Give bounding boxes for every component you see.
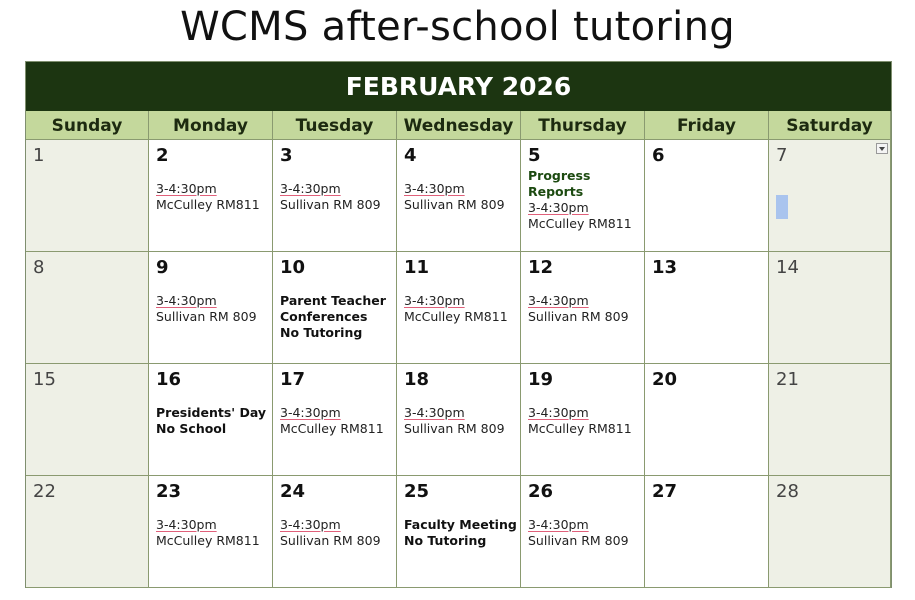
event-time-line — [156, 181, 270, 197]
event-location: Sullivan RM 809 — [528, 533, 629, 548]
day-number: 11 — [404, 257, 430, 278]
day-cell[interactable] — [521, 252, 645, 364]
day-number: 12 — [528, 257, 554, 278]
day-cell[interactable] — [273, 364, 397, 476]
event-time-line — [528, 517, 642, 533]
calendar-grid — [26, 140, 891, 588]
event-list — [280, 517, 394, 549]
day-cell[interactable] — [645, 476, 769, 588]
day-number: 18 — [404, 369, 430, 390]
month-header: FEBRUARY 2026 — [26, 62, 891, 111]
event-time-line — [528, 200, 642, 216]
event-time-line — [280, 405, 394, 421]
event-location: McCulley RM811 — [280, 421, 384, 436]
day-cell[interactable] — [397, 476, 521, 588]
day-number: 22 — [33, 481, 56, 502]
event-time: 3-4:30pm — [528, 517, 589, 532]
event-list — [404, 405, 518, 437]
event-time-line — [528, 293, 642, 309]
event-time: 3-4:30pm — [528, 293, 589, 308]
event-list — [528, 517, 642, 549]
event-location: Sullivan RM 809 — [156, 309, 257, 324]
event-note: No School — [156, 421, 227, 436]
event-list — [156, 405, 270, 437]
event-location: Sullivan RM 809 — [280, 533, 381, 548]
event-list — [280, 405, 394, 437]
event-note: Faculty Meeting — [404, 517, 517, 532]
day-cell[interactable] — [645, 364, 769, 476]
day-number: 26 — [528, 481, 554, 502]
event-time: 3-4:30pm — [156, 293, 217, 308]
day-cell[interactable] — [645, 252, 769, 364]
event-time: 3-4:30pm — [528, 200, 589, 215]
day-cell[interactable] — [521, 364, 645, 476]
event-location: McCulley RM811 — [156, 533, 260, 548]
day-number: 24 — [280, 481, 306, 502]
event-time: 3-4:30pm — [280, 181, 341, 196]
day-cell[interactable] — [769, 364, 891, 476]
weekday-label-monday: Monday — [149, 111, 273, 140]
day-cell[interactable] — [769, 140, 891, 252]
day-number: 9 — [156, 257, 169, 278]
event-location: Sullivan RM 809 — [404, 421, 505, 436]
event-time: 3-4:30pm — [528, 405, 589, 420]
day-number: 13 — [652, 257, 678, 278]
day-cell[interactable] — [149, 476, 273, 588]
event-time-line — [156, 293, 270, 309]
event-time-line — [404, 181, 518, 197]
day-number: 25 — [404, 481, 430, 502]
day-cell[interactable] — [273, 252, 397, 364]
event-time-line — [280, 181, 394, 197]
event-list — [404, 517, 518, 549]
day-cell[interactable] — [26, 252, 149, 364]
day-cell[interactable] — [521, 140, 645, 252]
day-number: 19 — [528, 369, 554, 390]
calendar — [25, 61, 892, 588]
event-note: Conferences — [280, 309, 368, 324]
event-list — [404, 181, 518, 213]
weekday-label-friday: Friday — [645, 111, 769, 140]
event-list — [404, 293, 518, 325]
day-cell[interactable] — [769, 252, 891, 364]
day-cell[interactable] — [26, 364, 149, 476]
event-time: 3-4:30pm — [404, 405, 465, 420]
event-note: No Tutoring — [280, 325, 363, 340]
event-list — [528, 293, 642, 325]
event-location: Sullivan RM 809 — [280, 197, 381, 212]
weekday-label-tuesday: Tuesday — [273, 111, 397, 140]
day-number: 10 — [280, 257, 306, 278]
event-time: 3-4:30pm — [280, 517, 341, 532]
day-number: 3 — [280, 145, 293, 166]
day-number: 28 — [776, 481, 799, 502]
day-cell[interactable] — [769, 476, 891, 588]
event-time-line — [404, 293, 518, 309]
day-cell[interactable] — [26, 476, 149, 588]
event-location: McCulley RM811 — [528, 421, 632, 436]
event-list — [280, 293, 394, 341]
day-cell[interactable] — [149, 140, 273, 252]
day-number: 5 — [528, 145, 541, 166]
event-list — [280, 181, 394, 213]
event-list — [528, 168, 642, 232]
day-cell[interactable] — [645, 140, 769, 252]
weekday-label-thursday: Thursday — [521, 111, 645, 140]
event-location: Sullivan RM 809 — [404, 197, 505, 212]
day-number: 23 — [156, 481, 182, 502]
event-location: McCulley RM811 — [528, 216, 632, 231]
day-cell[interactable] — [397, 140, 521, 252]
day-number: 21 — [776, 369, 799, 390]
event-list — [528, 405, 642, 437]
event-note: No Tutoring — [404, 533, 487, 548]
weekday-label-sunday: Sunday — [26, 111, 149, 140]
event-location: Sullivan RM 809 — [528, 309, 629, 324]
event-time: 3-4:30pm — [404, 181, 465, 196]
day-cell[interactable] — [26, 140, 149, 252]
day-number: 27 — [652, 481, 678, 502]
event-location: McCulley RM811 — [404, 309, 508, 324]
day-cell[interactable] — [397, 364, 521, 476]
day-number: 14 — [776, 257, 799, 278]
event-time-line — [280, 517, 394, 533]
day-number: 15 — [33, 369, 56, 390]
event-list — [156, 293, 270, 325]
event-time: 3-4:30pm — [280, 405, 341, 420]
event-time-line — [404, 405, 518, 421]
chevron-down-icon[interactable] — [876, 143, 888, 154]
event-time-line — [528, 405, 642, 421]
page-title: WCMS after-school tutoring — [180, 4, 735, 50]
event-heading: Progress Reports — [528, 168, 591, 199]
event-time: 3-4:30pm — [156, 181, 217, 196]
event-list — [156, 517, 270, 549]
day-cell[interactable] — [149, 252, 273, 364]
day-number: 2 — [156, 145, 169, 166]
event-list — [156, 181, 270, 213]
event-time: 3-4:30pm — [404, 293, 465, 308]
day-number: 6 — [652, 145, 665, 166]
weekday-label-wednesday: Wednesday — [397, 111, 521, 140]
day-cell[interactable] — [397, 252, 521, 364]
event-time: 3-4:30pm — [156, 517, 217, 532]
day-cell[interactable] — [273, 476, 397, 588]
day-number: 20 — [652, 369, 678, 390]
day-number: 1 — [33, 145, 45, 166]
weekday-header-row — [26, 111, 891, 140]
day-cell[interactable] — [521, 476, 645, 588]
text-selection-highlight — [776, 195, 788, 219]
day-number: 16 — [156, 369, 182, 390]
day-number: 4 — [404, 145, 417, 166]
day-number: 7 — [776, 145, 788, 166]
day-number: 17 — [280, 369, 306, 390]
day-cell[interactable] — [149, 364, 273, 476]
event-time-line — [156, 517, 270, 533]
event-note: Presidents' Day — [156, 405, 267, 420]
event-location: McCulley RM811 — [156, 197, 260, 212]
day-number: 8 — [33, 257, 45, 278]
day-cell[interactable] — [273, 140, 397, 252]
weekday-label-saturday: Saturday — [769, 111, 891, 140]
event-note: Parent Teacher — [280, 293, 386, 308]
